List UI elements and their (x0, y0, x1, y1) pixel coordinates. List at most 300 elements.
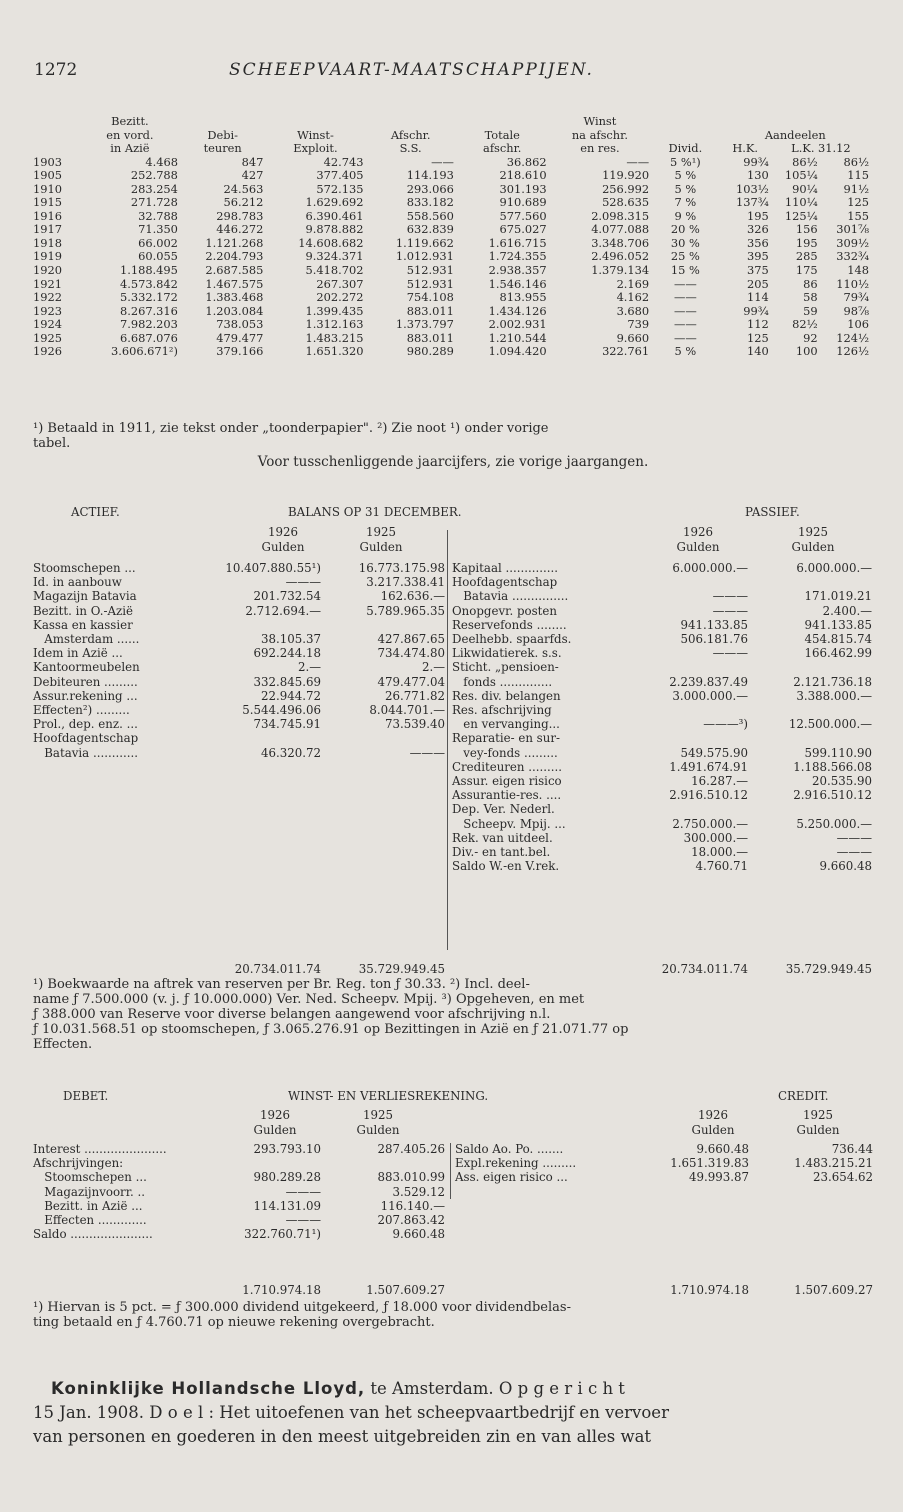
value-cell: 883.011 (406, 330, 454, 345)
actief-value-1925: ——— (409, 745, 445, 760)
actief-value-1925: 5.789.965.35 (366, 603, 445, 618)
wv-left-unit-2: Gulden (356, 1123, 400, 1137)
value-cell: 356 (747, 235, 769, 250)
value-cell: 375 (747, 263, 769, 278)
value-cell: 9.878.882 (305, 222, 364, 237)
stats-row (33, 264, 873, 278)
balans-footnote-line: name ƒ 7.500.000 (v. j. ƒ 10.000.000) Ver. Ned. Scheepv. Mpij. ³) Opgeheven, en met (33, 992, 585, 1007)
actief-value-1925: 162.636.— (380, 589, 445, 604)
passief-value-1925: 171.019.21 (804, 589, 872, 604)
actief-value-1925: 8.044.701.— (369, 703, 445, 718)
passief-list (452, 561, 872, 873)
actief-row (33, 660, 445, 674)
value-cell: 110¼ (784, 195, 818, 210)
balans-footnote-line: ƒ 10.031.568.51 op stoomschepen, ƒ 3.065.276.91 op Bezittingen in Azië en ƒ 21.071.77 op (33, 1022, 629, 1037)
balans-total-right-1926: 20.734.011.74 (661, 962, 748, 976)
value-cell: 326 (747, 222, 769, 237)
credit-value-1926: 9.660.48 (696, 1142, 749, 1156)
value-cell: 267.307 (316, 276, 364, 291)
passief-value-1926 (640, 731, 748, 745)
passief-value-1926: 2.916.510.12 (669, 788, 748, 803)
value-cell: 105¼ (784, 168, 818, 183)
value-cell: 137¾ (736, 195, 769, 210)
passief-label: Saldo W.-en V.rek. (452, 859, 560, 874)
passief-label: Dep. Ver. Nederl. (452, 802, 555, 817)
value-cell: —— (673, 317, 697, 332)
value-cell: 1.012.931 (395, 249, 454, 264)
actief-value-1926: 46.320.72 (260, 745, 321, 760)
wv-left-year-1: 1926 (259, 1108, 291, 1122)
value-cell: 833.182 (406, 195, 454, 210)
value-cell: 2.169 (616, 276, 650, 291)
value-cell: 2.496.052 (591, 249, 650, 264)
balans-heading-row (33, 505, 873, 521)
value-cell: 125¼ (784, 208, 818, 223)
value-cell: 98⅞ (843, 303, 869, 318)
debet-value-1926: 980.289.28 (253, 1170, 321, 1185)
value-cell: 156 (795, 222, 818, 237)
value-cell: 2.204.793 (205, 249, 264, 264)
value-cell: 86½ (792, 154, 818, 169)
passief-value-1925: 941.133.85 (804, 617, 872, 632)
value-cell: 20 % (670, 222, 700, 237)
passief-label: Sticht. „pensioen- (452, 660, 559, 675)
actief-value-1925: 26.771.82 (384, 688, 445, 703)
balans-right-year-1: 1926 (682, 525, 714, 539)
stats-row (33, 183, 873, 197)
value-cell: 1.373.797 (395, 317, 454, 332)
passief-row (452, 632, 872, 646)
value-cell: 2.098.315 (591, 208, 650, 223)
year-cell: 1923 (33, 303, 62, 318)
wv-title: WINST- EN VERLIESREKENING. (288, 1089, 489, 1103)
wv-divider (450, 1143, 451, 1199)
stats-header-cell: Totale (484, 127, 520, 142)
balans-totals (33, 962, 873, 978)
wv-footnotes (33, 1300, 873, 1330)
value-cell: 60.055 (138, 249, 178, 264)
debet-list (33, 1142, 445, 1241)
actief-label: Id. in aanbouw (33, 575, 122, 590)
wv-total-left-1925: 1.507.609.27 (366, 1283, 445, 1297)
wv-footnote-line: ting betaald en ƒ 4.760.71 op nieuwe rekening overgebracht. (33, 1315, 435, 1330)
balans-total-left-1926: 20.734.011.74 (234, 962, 321, 976)
actief-label: Stoomschepen ... (33, 561, 136, 575)
value-cell: 106 (847, 317, 869, 332)
value-cell: 5 % (674, 181, 697, 196)
passief-value-1925 (748, 802, 872, 816)
wv-right-year-2: 1925 (802, 1108, 834, 1122)
value-cell: 1.724.355 (488, 249, 547, 264)
passief-value-1926: 3.000.000.— (672, 688, 748, 703)
actief-row (33, 675, 445, 689)
debet-value-1926: ——— (285, 1184, 321, 1199)
actief-row (33, 632, 445, 646)
passief-value-1925: 599.110.90 (804, 745, 872, 760)
company-line-2: 15 Jan. 1908. D o e l : Het uitoefenen van het scheepvaartbedrijf en vervoer (33, 1403, 669, 1422)
value-cell: 528.635 (602, 195, 650, 210)
stats-header-cell (33, 115, 82, 129)
value-cell: 577.560 (499, 208, 547, 223)
value-cell: 395 (747, 249, 769, 264)
passief-row (452, 660, 872, 674)
value-cell: 7 % (674, 195, 697, 210)
value-cell: 58 (803, 290, 818, 305)
value-cell: 271.728 (130, 195, 178, 210)
value-cell: 115 (847, 168, 869, 183)
stats-row (33, 345, 873, 359)
stats-header-cell: Bezitt. (111, 114, 149, 128)
debet-label: Magazijnvoorr. .. (33, 1184, 146, 1199)
company-line-3: van personen en goederen in den meest uitgebreiden zin en van alles wat (33, 1427, 652, 1446)
value-cell: 1.399.435 (305, 303, 364, 318)
passief-value-1926: ——— (712, 589, 748, 604)
actief-row (33, 589, 445, 603)
stats-header-cell (653, 115, 873, 129)
value-cell: 9.660 (616, 330, 650, 345)
actief-label: Batavia ............ (33, 745, 138, 760)
wv-left-year-2: 1925 (362, 1108, 394, 1122)
actief-value-1926: 332.845.69 (253, 674, 321, 689)
passief-row (452, 845, 872, 859)
value-cell: 6.687.076 (119, 330, 178, 345)
passief-value-1926 (640, 575, 748, 589)
passief-value-1925: 5.250.000.— (796, 816, 872, 831)
actief-label: Prol., dep. enz. ... (33, 717, 138, 732)
balans-left-year-1: 1926 (267, 525, 299, 539)
value-cell: 79¾ (843, 290, 869, 305)
balans-left-year-2: 1925 (365, 525, 397, 539)
wv-column-headers (33, 1108, 873, 1140)
value-cell: 1.094.420 (488, 344, 547, 359)
year-cell: 1926 (33, 344, 62, 359)
passief-value-1925 (748, 731, 872, 745)
actief-row (33, 618, 445, 632)
debet-label: Saldo ...................... (33, 1227, 153, 1242)
year-cell: 1903 (33, 154, 62, 169)
passief-row (452, 817, 872, 831)
stats-header-cell: H.K. (732, 141, 758, 156)
stats-row (33, 223, 873, 237)
value-cell: 1.467.575 (205, 276, 264, 291)
value-cell: 36.862 (506, 154, 547, 169)
passief-value-1926: 2.239.837.49 (669, 674, 748, 689)
passief-value-1925: 2.916.510.12 (793, 788, 872, 803)
year-cell: 1905 (33, 168, 62, 183)
actief-value-1926: 201.732.54 (253, 589, 321, 604)
value-cell: —— (626, 154, 650, 169)
value-cell: 140 (747, 344, 769, 359)
passief-row (452, 760, 872, 774)
passief-value-1925: 9.660.48 (819, 859, 872, 874)
passief-label: Assur. eigen risico (452, 774, 562, 789)
wv-right-unit-1: Gulden (691, 1123, 735, 1137)
value-cell: —— (673, 330, 697, 345)
value-cell: 99¾ (743, 154, 769, 169)
statistics-table (33, 115, 873, 359)
debet-row (33, 1142, 445, 1156)
value-cell: 1.119.662 (395, 235, 454, 250)
debet-value-1926: 293.793.10 (253, 1142, 321, 1156)
value-cell: 1.210.544 (488, 330, 547, 345)
credit-row (455, 1170, 873, 1184)
year-cell: 1917 (33, 222, 62, 237)
passief-row (452, 774, 872, 788)
debet-value-1925: 207.863.42 (377, 1213, 445, 1228)
actief-value-1925: 734.474.80 (377, 646, 445, 661)
debet-value-1925: 287.405.26 (377, 1142, 445, 1156)
passief-label: Kapitaal .............. (452, 561, 558, 575)
passief-row (452, 575, 872, 589)
stats-row (33, 278, 873, 292)
value-cell: 558.560 (406, 208, 454, 223)
value-cell: —— (673, 290, 697, 305)
value-cell: 148 (847, 263, 869, 278)
stats-header-row (33, 115, 873, 129)
value-cell: 754.108 (406, 290, 454, 305)
actief-value-1926: 734.745.91 (253, 717, 321, 732)
value-cell: 126½ (836, 344, 869, 359)
actief-value-1926: 692.244.18 (253, 646, 321, 661)
passief-value-1925 (748, 660, 872, 674)
value-cell: 1.546.146 (488, 276, 547, 291)
value-cell: 112 (747, 317, 769, 332)
jaarcijfers-note: Voor tusschenliggende jaarcijfers, zie vorige jaargangen. (257, 454, 649, 470)
value-cell: 632.839 (406, 222, 454, 237)
stats-header-cell: Debi- (207, 127, 238, 142)
value-cell: 42.743 (323, 154, 364, 169)
debet-label: Bezitt. in Azië ... (33, 1198, 143, 1213)
stats-header-cell: en res. (580, 141, 620, 156)
passief-value-1925: ——— (836, 830, 872, 845)
company-line-1-rest: te Amsterdam. O p g e r i c h t (365, 1379, 625, 1398)
actief-row (33, 703, 445, 717)
value-cell: 125 (747, 330, 769, 345)
value-cell: 59 (803, 303, 818, 318)
actief-label: Debiteuren ......... (33, 674, 138, 689)
debet-row (33, 1185, 445, 1199)
actief-label: Kassa en kassier (33, 617, 133, 632)
passief-row (452, 589, 872, 603)
passief-label: Div.- en tant.bel. (452, 845, 551, 860)
year-cell: 1925 (33, 330, 62, 345)
passief-value-1925: 3.388.000.— (796, 688, 872, 703)
actief-row (33, 646, 445, 660)
value-cell: 479.477 (216, 330, 264, 345)
passief-label: Likwidatierek. s.s. (452, 646, 562, 661)
actief-value-1926: 22.944.72 (260, 688, 321, 703)
value-cell: 7.982.203 (119, 317, 178, 332)
value-cell: 86 (803, 276, 818, 291)
stats-row (33, 291, 873, 305)
passief-label: Hoofdagentschap (452, 575, 558, 590)
stats-header-cell (33, 142, 82, 156)
wv-total-right-1925: 1.507.609.27 (794, 1283, 873, 1297)
stats-header-cell: teuren (203, 141, 242, 156)
value-cell: 71.350 (138, 222, 178, 237)
value-cell: 377.405 (316, 168, 364, 183)
year-cell: 1919 (33, 249, 62, 264)
passief-row (452, 604, 872, 618)
value-cell: 218.610 (499, 168, 547, 183)
value-cell: 114.193 (406, 168, 454, 183)
value-cell: 332¾ (836, 249, 869, 264)
passief-row (452, 717, 872, 731)
passief-row (452, 788, 872, 802)
passief-label: Batavia ............... (452, 589, 569, 604)
balans-column-headers (33, 525, 873, 557)
value-cell: 24.563 (223, 181, 264, 196)
value-cell: —— (431, 154, 454, 169)
passief-value-1925: 1.188.566.08 (793, 759, 872, 774)
value-cell: 1.121.268 (205, 235, 264, 250)
value-cell: 446.272 (216, 222, 264, 237)
year-cell: 1916 (33, 208, 62, 223)
passief-value-1926: 506.181.76 (680, 632, 748, 647)
value-cell: 379.166 (216, 344, 264, 359)
actief-heading: ACTIEF. (71, 505, 120, 519)
stats-header-cell: Exploit. (293, 141, 338, 156)
passief-value-1926: 1.491.674.91 (669, 759, 748, 774)
passief-row (452, 746, 872, 760)
actief-label: Assur.rekening ... (33, 688, 138, 703)
credit-label: Ass. eigen risico ... (455, 1170, 568, 1185)
actief-label: Magazijn Batavia (33, 589, 137, 604)
actief-value-1926 (209, 618, 321, 632)
balans-title: BALANS OP 31 DECEMBER. (288, 505, 462, 519)
value-cell: 25 % (670, 249, 700, 264)
value-cell: 5 % (674, 344, 697, 359)
actief-value-1926: 10.407.880.55¹) (225, 561, 321, 575)
value-cell: 3.680 (616, 303, 650, 318)
stats-row (33, 318, 873, 332)
actief-value-1925 (321, 731, 445, 745)
year-cell: 1920 (33, 263, 62, 278)
passief-value-1926: ——— (712, 646, 748, 661)
value-cell: 675.027 (499, 222, 547, 237)
value-cell: 285 (795, 249, 818, 264)
value-cell: 739 (627, 317, 650, 332)
value-cell: 813.955 (499, 290, 547, 305)
passief-value-1926: 300.000.— (683, 830, 748, 845)
running-header (34, 60, 873, 84)
stats-header-cell: in Azië (110, 141, 150, 156)
value-cell: 3.606.671²) (110, 344, 178, 359)
credit-row (455, 1156, 873, 1170)
debet-row (33, 1170, 445, 1184)
actief-value-1926: 2.— (297, 660, 321, 675)
stats-header-cell (182, 115, 551, 129)
value-cell: 6.390.461 (305, 208, 364, 223)
balans-footnote-line: ¹) Boekwaarde na aftrek van reserven per Br. Reg. ton ƒ 30.33. ²) Incl. deel- (33, 977, 530, 992)
value-cell: 125 (847, 195, 869, 210)
stats-row (33, 250, 873, 264)
value-cell: 92 (803, 330, 818, 345)
value-cell: 100 (795, 344, 818, 359)
passief-label: Reservefonds ........ (452, 617, 567, 632)
debet-label: Stoomschepen ... (33, 1170, 147, 1185)
passief-label: en vervanging... (452, 717, 560, 732)
value-cell: 4.162 (616, 290, 650, 305)
value-cell: 4.468 (145, 154, 178, 169)
value-cell: 3.348.706 (591, 235, 650, 250)
value-cell: 202.272 (316, 290, 364, 305)
page-number: 1272 (34, 60, 78, 80)
value-cell: 1.203.084 (205, 303, 264, 318)
credit-label: Expl.rekening ......... (455, 1156, 577, 1171)
balans-left-unit-1: Gulden (261, 540, 305, 554)
actief-value-1925: 73.539.40 (384, 717, 445, 732)
actief-value-1926: 2.712.694.— (245, 603, 321, 618)
passief-label: Deelhebb. spaarfds. (452, 632, 572, 647)
passief-row (452, 859, 872, 873)
passief-value-1925 (748, 575, 872, 589)
credit-value-1925: 23.654.62 (812, 1170, 873, 1185)
balans-divider (447, 530, 448, 950)
balans-footnotes (33, 977, 873, 1052)
company-name: Koninklijke Hollandsche Lloyd, (51, 1379, 366, 1398)
value-cell: 512.931 (406, 276, 454, 291)
year-cell: 1924 (33, 317, 62, 332)
passief-label: fonds .............. (452, 674, 553, 689)
value-cell: 1.379.134 (591, 263, 650, 278)
value-cell: 256.992 (602, 181, 650, 196)
balans-footnote-line: ƒ 388.000 van Reserve voor diverse belangen aangewend voor afschrijving n.l. (33, 1007, 551, 1022)
balans-right-unit-2: Gulden (791, 540, 835, 554)
value-cell: 2.687.585 (205, 263, 264, 278)
actief-label: Amsterdam ...... (33, 632, 140, 647)
debet-value-1926: 322.760.71¹) (244, 1227, 321, 1242)
actief-list (33, 561, 445, 760)
passief-value-1925: ——— (836, 845, 872, 860)
credit-row (455, 1142, 873, 1156)
passief-label: Res. div. belangen (452, 688, 561, 703)
passief-value-1926: 549.575.90 (680, 745, 748, 760)
balans-total-right-1925: 35.729.949.45 (785, 962, 872, 976)
passief-value-1925: 2.121.736.18 (793, 674, 872, 689)
value-cell: 5.418.702 (305, 263, 364, 278)
value-cell: 301.193 (499, 181, 547, 196)
balans-left-unit-2: Gulden (359, 540, 403, 554)
debet-value-1925 (321, 1156, 445, 1170)
stats-header-cell (653, 129, 721, 143)
passief-value-1926 (640, 802, 748, 816)
passief-value-1926 (640, 660, 748, 674)
value-cell: 1.434.126 (488, 303, 547, 318)
value-cell: 2.002.931 (488, 317, 547, 332)
value-cell: 1.483.215 (305, 330, 364, 345)
value-cell: 252.788 (130, 168, 178, 183)
passief-value-1926: 2.750.000.— (672, 816, 748, 831)
passief-value-1925: 12.500.000.— (788, 717, 872, 732)
passief-row (452, 618, 872, 632)
value-cell: 9.324.371 (305, 249, 364, 264)
value-cell: 427 (241, 168, 264, 183)
value-cell: 9 % (674, 208, 697, 223)
year-cell: 1921 (33, 276, 62, 291)
actief-label: Effecten²) ......... (33, 703, 130, 718)
stats-row (33, 237, 873, 251)
value-cell: 103½ (736, 181, 769, 196)
debet-value-1926 (209, 1156, 321, 1170)
company-line-1 (33, 1377, 873, 1401)
passief-row (452, 646, 872, 660)
value-cell: 309½ (836, 235, 869, 250)
value-cell: 91½ (843, 181, 869, 196)
passief-row (452, 561, 872, 575)
wv-footnote-line: ¹) Hiervan is 5 pct. = ƒ 300.000 dividend uitgekeerd, ƒ 18.000 voor dividendbelas- (33, 1300, 571, 1315)
value-cell: 1.312.163 (305, 317, 364, 332)
